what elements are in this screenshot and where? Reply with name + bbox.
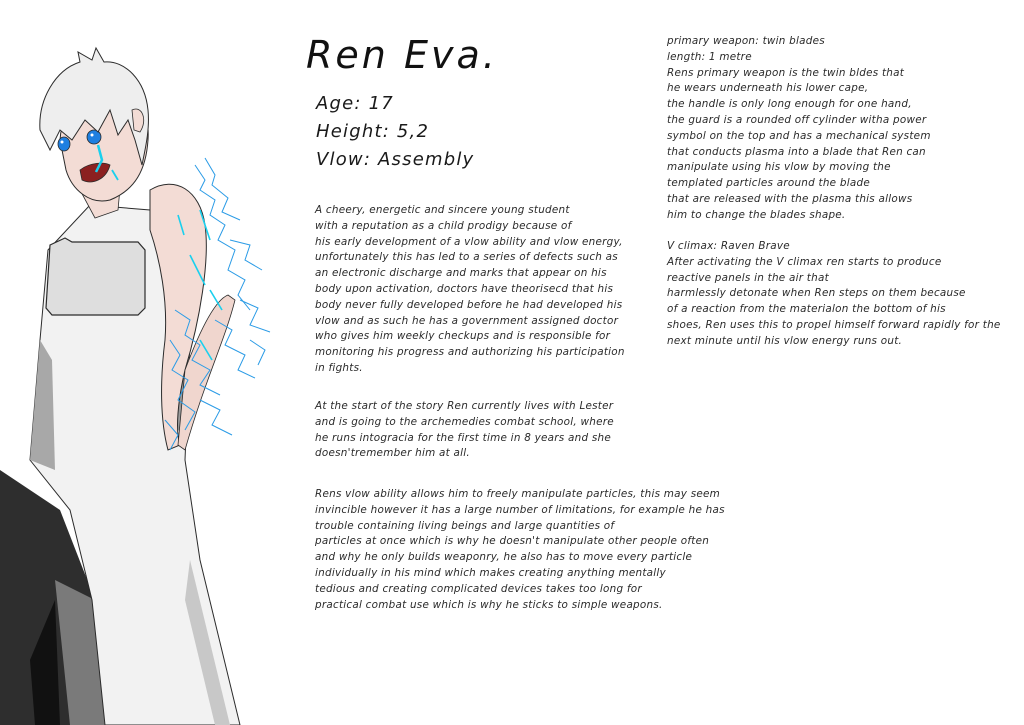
stat-height — [316, 118, 474, 146]
text-line: the guard is a rounded off cylinder witha power — [667, 113, 927, 126]
bio-paragraph-personality — [315, 203, 625, 377]
stat-value: 5,2 — [396, 121, 430, 142]
text-line: individually in his mind which makes creating anything mentally — [315, 566, 666, 579]
character-portrait-icon — [0, 40, 320, 725]
text-line: length: 1 metre — [667, 50, 752, 63]
text-line: harmlessly detonate when Ren steps on them because — [667, 287, 966, 300]
text-line: manipulate using his vlow by moving the — [667, 161, 891, 174]
stat-value: Assembly — [378, 149, 475, 170]
text-line: he runs intogracia for the first time in 8 years and she — [315, 431, 612, 444]
text-line: and is going to the archemedies combat school, where — [315, 415, 614, 428]
text-line: particles at once which is why he doesn't manipulate other people often — [315, 535, 710, 548]
stat-label: Height : — [316, 121, 397, 142]
text-line: an electronic discharge and marks that appear on his — [315, 267, 607, 280]
text-line: vlow and as such he has a government assigned doctor — [315, 314, 619, 327]
text-line: V climax: Raven Brave — [667, 240, 790, 252]
text-line: of a reaction from the materialon the bottom of his — [667, 303, 946, 316]
text-line: that are released with the plasma this allows — [667, 192, 913, 205]
text-line: practical combat use which is why he sticks to simple weapons. — [315, 598, 663, 611]
text-line: trouble containing living beings and large quantities of — [315, 519, 615, 532]
text-line: unfortunately this has led to a series of defects such as — [315, 251, 618, 264]
text-line: After activating the V climax ren starts to produce — [667, 255, 942, 268]
character-name: Ren Eva. — [306, 33, 498, 77]
text-line: Rens vlow ability allows him to freely manipulate particles, this may seem — [315, 488, 721, 500]
text-line: that conducts plasma into a blade that Ren can — [667, 145, 926, 158]
text-line: with a reputation as a child prodigy because of — [315, 219, 572, 232]
stat-label: Age : — [316, 93, 369, 114]
text-line: body upon activation, doctors have theoriseсd that his — [315, 282, 614, 295]
text-line: the handle is only long enough for one hand, — [667, 98, 912, 111]
text-line: who gives him weekly checkups and is responsible for — [315, 330, 611, 343]
text-line: his early development of a vlow ability and vlow energy, — [315, 235, 623, 248]
stat-value: 17 — [368, 93, 394, 114]
stat-age — [316, 90, 474, 118]
text-line: and why he only builds weaponry, he also has to move every particle — [315, 551, 693, 564]
text-line: At the start of the story Ren currently lives with Lester — [315, 400, 614, 412]
text-line: next minute until his vlow energy runs out. — [667, 334, 903, 347]
text-line: invincible however it has a large number of limitations, for example he has — [315, 503, 725, 516]
stat-vlow — [316, 146, 474, 174]
text-line: Rens primary weapon is the twin bldes that — [667, 66, 905, 79]
text-line: tedious and creating complicated devices takes too long for — [315, 582, 642, 595]
text-line: templated particles around the blade — [667, 177, 870, 190]
character-illustration — [0, 40, 320, 725]
text-line: symbol on the top and has a mechanical system — [667, 129, 931, 142]
text-line: reactive panels in the air that — [667, 271, 829, 284]
bio-paragraph-ability — [315, 487, 725, 613]
weapon-description — [667, 34, 931, 224]
stat-label: Vlow : — [316, 149, 378, 170]
character-stats — [316, 90, 474, 174]
text-line: shoes, Ren uses this to propel himself forward rapidly for the — [667, 318, 1001, 331]
text-line: he wears underneath his lower cape, — [667, 82, 869, 95]
text-line: in fights. — [315, 361, 363, 374]
text-line: A cheery, energetic and sincere young student — [315, 204, 570, 216]
text-line: primary weapon: twin blades — [667, 35, 825, 47]
climax-description — [667, 239, 1001, 350]
text-line: him to change the blades shape. — [667, 208, 846, 221]
text-line: doesn'tremember him at all. — [315, 447, 470, 460]
text-line: body never fully developed before he had developed his — [315, 298, 623, 311]
bio-paragraph-story — [315, 399, 614, 462]
text-line: monitoring his progress and authorizing his participation — [315, 346, 625, 359]
